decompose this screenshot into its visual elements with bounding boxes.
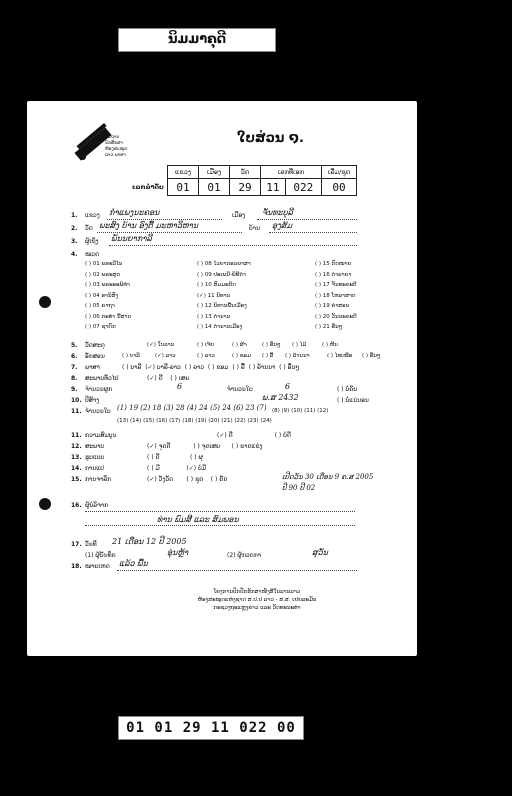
category-option: ( ) 02 ພຣະສູດ — [85, 271, 121, 278]
bottom-label: 01 01 29 11 022 00 — [118, 716, 304, 740]
category-option: ( ) 10 ສົມມະກິດ — [197, 282, 236, 288]
line-number: 17. — [71, 541, 82, 548]
record-date-label: ວັນທີ — [85, 541, 97, 548]
remark-value: ແລ້ວ ພື້ນ — [119, 559, 148, 568]
category-option: ( ) 04 ອານິສົງ — [85, 292, 119, 299]
material-label: ວັດສະດຸ — [85, 342, 105, 349]
translation-label: ການແປ — [85, 465, 104, 472]
line-number: 3. — [71, 238, 78, 245]
script-option: (✓) ລາວ — [155, 353, 176, 359]
leaves-per-bundle-label: ຈຳນວນໃບ — [85, 408, 111, 415]
line-number: 11. — [71, 432, 82, 439]
category-option: (✓) 11 ນິທານ — [197, 292, 231, 299]
category-label: ໝວດ — [85, 251, 99, 258]
script-label: ອັກສອນ — [85, 353, 105, 360]
checker-label: (2) ຜູ້ກວດກາ — [227, 552, 261, 559]
record-date-value: 21 ເດືອນ 12 ປີ 2005 — [112, 537, 187, 546]
material-option: ( ) ອື່ນໆ — [262, 342, 281, 348]
completeness-options: (✓) ດີ ( ) ບໍ່ດີ — [217, 432, 291, 439]
line-number: 7. — [71, 364, 78, 371]
temple-value: ພະສົງ ບ້ານ ອົງຕື້ ມະຫາວິຫານ — [99, 221, 199, 230]
recorder-signature: ອຸ່ນຫຼ້າ — [167, 548, 189, 557]
village-label: ບ້ານ — [249, 225, 260, 232]
code-value: 11 — [261, 179, 286, 196]
script-option: ( ) ບາລີ — [122, 353, 140, 359]
year-value: ພ.ສ 2432 — [262, 393, 299, 402]
code-header: ເລີ່ມ/ຊຸດ — [322, 166, 357, 179]
line-number: 11. — [71, 408, 82, 415]
script-option: ( ) ໄທເໜືອ — [327, 353, 353, 359]
material-option: ( ) ຫີນ — [322, 342, 338, 348]
leaf-count-label: ຈຳນວນໃບ — [227, 386, 253, 393]
district-value: ຈັນທະບູລີ — [262, 208, 293, 217]
line-number: 16. — [71, 502, 82, 509]
line-number: 8. — [71, 375, 78, 382]
script-option: ( ) ລ້ານນາ — [285, 353, 310, 359]
leaves-per-bundle-slots-2: (13) (14) (15) (16) (17) (18) (19) (20) (21) (22) (23) (24) — [117, 418, 272, 424]
code-value: 01 — [168, 179, 199, 196]
material-option: ( ) ຜ້າ — [232, 342, 247, 348]
recorder-label: (1) ຜູ້ບັນທຶກ — [85, 552, 116, 559]
line-number: 12. — [71, 443, 82, 450]
language-options: ( ) ບາລີ (✓) ບາລີ-ລາວ ( ) ລາວ ( ) ຂອມ ( ) ລື້ ( ) ລ້ານນາ ( ) ອື່ນໆ — [122, 364, 300, 371]
category-option: ( ) 20 ວັນນະຄະດີ — [315, 313, 357, 320]
script-option: ( ) ອື່ນໆ — [362, 353, 381, 359]
category-option: ( ) 05 ຄາຖາ — [85, 303, 115, 309]
inscription-label: ການຈາລຶກ — [85, 476, 112, 483]
code-value: 01 — [199, 179, 230, 196]
inscription-date-2: ປີ 90 ປີ 02 — [282, 484, 316, 492]
top-label: ນິມມາຄຸດີ — [118, 28, 276, 52]
category-option: ( ) 08 ໄວຍາກອນພາສາ — [197, 261, 251, 267]
punch-hole — [39, 498, 51, 510]
code-label: ເລກລຳດັບ — [132, 183, 164, 191]
title-value: ພັນນຍາກາລີ — [111, 234, 152, 243]
line-number: 6. — [71, 353, 78, 360]
donor-value: ທ່ານ ພົມສີ ແລະ ສົມພອນ — [157, 515, 239, 524]
code-value: 00 — [322, 179, 357, 196]
title-label: ຜູ້ເຖິງ — [85, 238, 99, 245]
category-option: ( ) 12 ນິທານພື້ນເມືອງ — [197, 303, 247, 309]
province-label: ແຂວງ — [85, 212, 100, 219]
line-number: 14. — [71, 465, 82, 472]
script-option: ( ) ລື້ — [262, 353, 274, 359]
state-options: (✓) ຈຸດດີ ( ) ຈຸດເສຍ ( ) ຂາດແຂ່ງ — [147, 443, 263, 450]
condition-label: ສະພາບທົ່ວໄປ — [85, 375, 119, 382]
remark-label: ໝາຍເຫດ — [85, 563, 110, 570]
line-number: 18. — [71, 563, 82, 570]
material-option: ( ) ເຈ້ຍ — [197, 342, 215, 348]
category-option: ( ) 18 ໂຫລາສາດ — [315, 292, 356, 299]
bundle-count-label: ຈຳນວນຜູກ — [85, 386, 113, 393]
category-option: ( ) 14 ຕຳນານເມືອງ — [197, 324, 243, 330]
translation-options: ( ) ມີ (✓) ບໍ່ມີ — [147, 465, 206, 472]
form-sheet — [27, 101, 417, 656]
material-option: (✓) ໃບລານ — [147, 342, 175, 348]
leaf-count-value: 6 — [285, 382, 291, 391]
punch-hole — [39, 296, 51, 308]
code-header: ເລກທີ່ເອກ — [261, 166, 322, 179]
institution-name: ສະຖານ ນັກສຶກສາ ຫ້ອງສະໝຸດ ລາວ ພາສາ — [105, 135, 128, 158]
leaves-per-bundle-slots: (8) (9) (10) (11) (12) — [272, 408, 329, 414]
state-label: ສະພາບ — [85, 443, 105, 450]
category-option: ( ) 07 ຊາດົກ — [85, 324, 116, 330]
category-option: ( ) 09 ປະເພນີ-ພິທີກຳ — [197, 271, 246, 278]
province-value: ກຳແພງນະຄອນ — [109, 208, 160, 217]
code-header: ເມືອງ — [199, 166, 230, 179]
line-number: 2. — [71, 225, 78, 232]
line-number: 5. — [71, 342, 78, 349]
checker-signature: ສຸວັນ — [312, 548, 328, 557]
material-option: ( ) ໄມ້ — [292, 342, 307, 348]
inscription-date: ເປີດວັນ 30 ເດືອນ 9 ຄ.ສ 2005 — [282, 473, 374, 481]
inscription-options: (✓) ວັງວັດ ( ) ຊຸດ ( ) ຄັດ — [147, 476, 228, 483]
year-uncertain: ( ) ບໍ່ແນ່ນອນ — [337, 397, 369, 404]
category-option: ( ) 06 ກະທຳ ນີ້ສາດ — [85, 313, 132, 320]
category-option: ( ) 21 ອື່ນໆ — [315, 324, 343, 330]
format-options: ( ) ດີ ( ) ຜຸ — [147, 454, 203, 461]
donor-label: ຜູ້ບໍລິຈາກ — [85, 502, 109, 509]
code-header: ວັດ — [230, 166, 261, 179]
category-option: ( ) 01 ພຣະວີໄນ — [85, 261, 123, 267]
category-option: ( ) 15 ກົດໝາຍ — [315, 261, 352, 267]
category-option: ( ) 19 ຄຳສອນ — [315, 303, 350, 309]
completeness-label: ຄວາມສົມບູນ — [85, 432, 117, 439]
category-option: ( ) 16 ຕຳລາຍາ — [315, 271, 352, 278]
language-label: ພາສາ — [85, 364, 100, 371]
script-option: ( ) ລາວ — [197, 353, 215, 359]
code-table — [167, 165, 357, 196]
district-label: ເມືອງ — [232, 212, 246, 219]
category-option: ( ) 03 ພຣະອະພິທຳ — [85, 282, 130, 288]
form-title: ໃບສ່ວນ ໑. — [237, 131, 304, 146]
form-footer: ໂຄງການປົກປັກຮັກສາໜັງສືໃບລານລາວ ຫ້ອງສະໝຸດແຫ່ງຊາດ ສ.ປ.ປ ລາວ - ສ.ສ. ເຢຍລະມັນ ກະຊວງຖະແຫຼງຂ່າວ ແລະ ວັດທະນະທຳ — [197, 589, 317, 611]
leaves-per-bundle-values: (1) 19 (2) 18 (3) 28 (4) 24 (5) 24 (6) 23 (7) — [117, 404, 267, 412]
leaf-count-unit: ( ) ບໍ່ຄົບ — [337, 386, 358, 393]
year-label: ປີສ້າງ — [85, 397, 100, 404]
category-option: ( ) 13 ຕຳນານ — [197, 313, 231, 320]
condition-options: (✓) ດີ ( ) ເສຍ — [147, 375, 190, 382]
code-header: ແຂວງ — [168, 166, 199, 179]
line-number: 4. — [71, 251, 78, 258]
line-number: 13. — [71, 454, 82, 461]
line-number: 1. — [71, 212, 78, 219]
bundle-count-value: 6 — [177, 382, 183, 391]
village-value: ອຸງສ້ມ — [272, 221, 293, 230]
line-number: 15. — [71, 476, 82, 483]
code-value: 29 — [230, 179, 261, 196]
format-label: ຮູບແບບ — [85, 454, 105, 461]
code-value: 022 — [285, 179, 321, 196]
line-number: 10. — [71, 397, 82, 404]
line-number: 9. — [71, 386, 78, 393]
temple-label: ວັດ — [85, 225, 93, 232]
script-option: ( ) ຂອມ — [232, 353, 251, 359]
category-option: ( ) 17 ຈັນທະຄະຕີ — [315, 282, 357, 288]
